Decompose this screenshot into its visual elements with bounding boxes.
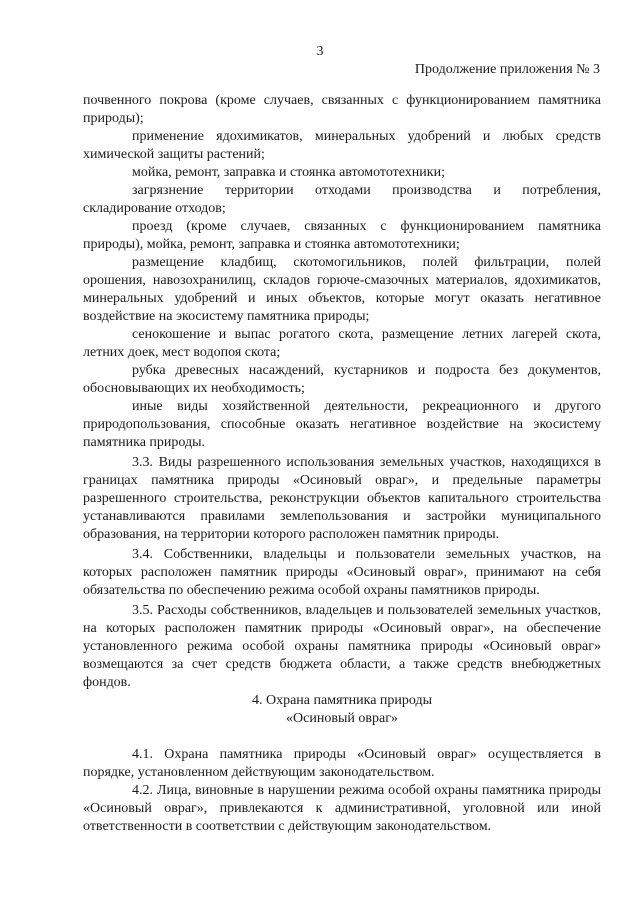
paragraph: сенокошение и выпас рогатого скота, размещение летних лагерей скота, летних доек, мест водопоя скота;	[83, 327, 601, 360]
paragraph: размещение кладбищ, скотомогильников, полей фильтрации, полей орошения, навозохранилищ, складов горюче-смазочных материалов, ядохимикатов, минеральных удобрений и иных объектов, которые могут оказать негативное воздействие на экосистему памятника природы;	[83, 255, 601, 324]
paragraph: мойка, ремонт, заправка и стоянка автомототехники;	[132, 165, 445, 180]
document-body	[83, 92, 601, 836]
paragraph: 3.5. Расходы собственников, владельцев и пользователей земельных участков, на которых расположен памятник природы «Осиновый овраг», на обеспечение установленного режима особой охраны памятника природы «Осиновый овраг» возмещаются за счет средств бюджета области, а также средств внебюджетных фондов.	[83, 603, 601, 690]
section-title-line: «Осиновый овраг»	[286, 711, 398, 726]
paragraph: иные виды хозяйственной деятельности, рекреационного и другого природопользования, способные оказать негативное воздействие на экосистему памятника природы.	[83, 399, 601, 450]
appendix-header: Продолжение приложения № 3	[414, 62, 600, 77]
paragraph: загрязнение территории отходами производства и потребления, складирование отходов;	[83, 183, 601, 216]
paragraph: почвенного покрова (кроме случаев, связанных с функционированием памятника природы);	[83, 93, 601, 126]
paragraph: проезд (кроме случаев, связанных с функционированием памятника природы), мойка, ремонт, заправка и стоянка автомототехники;	[83, 219, 601, 252]
paragraph: 3.3. Виды разрешенного использования земельных участков, находящихся в границах памятника природы «Осиновый овраг», и предельные параметры разрешенного строительства, реконструкции объектов капитального строительства устанавливаются правилами землепользования и застройки муниципального образования, на территории которого расположен памятник природы.	[83, 455, 601, 542]
paragraph: применение ядохимикатов, минеральных удобрений и любых средств химической защиты растений;	[83, 129, 601, 162]
paragraph: рубка древесных насаждений, кустарников и подроста без документов, обосновывающих их необходимость;	[83, 363, 601, 396]
paragraph: 4.1. Охрана памятника природы «Осиновый овраг» осуществляется в порядке, установленном действующим законодательством.	[83, 747, 601, 780]
section-title	[83, 692, 601, 728]
paragraph: 3.4. Собственники, владельцы и пользователи земельных участков, на которых расположен памятник природы «Осиновый овраг», принимают на себя обязательства по обеспечению режима особой охраны памятников природы.	[83, 547, 601, 598]
section-title-line: 4. Охрана памятника природы	[251, 693, 433, 708]
paragraph: 4.2. Лица, виновные в нарушении режима особой охраны памятника природы «Осиновый овраг», привлекаются к административной, уголовной или иной ответственности в соответствии с действующим законодательством.	[83, 783, 601, 834]
page-number: 3	[316, 44, 324, 59]
